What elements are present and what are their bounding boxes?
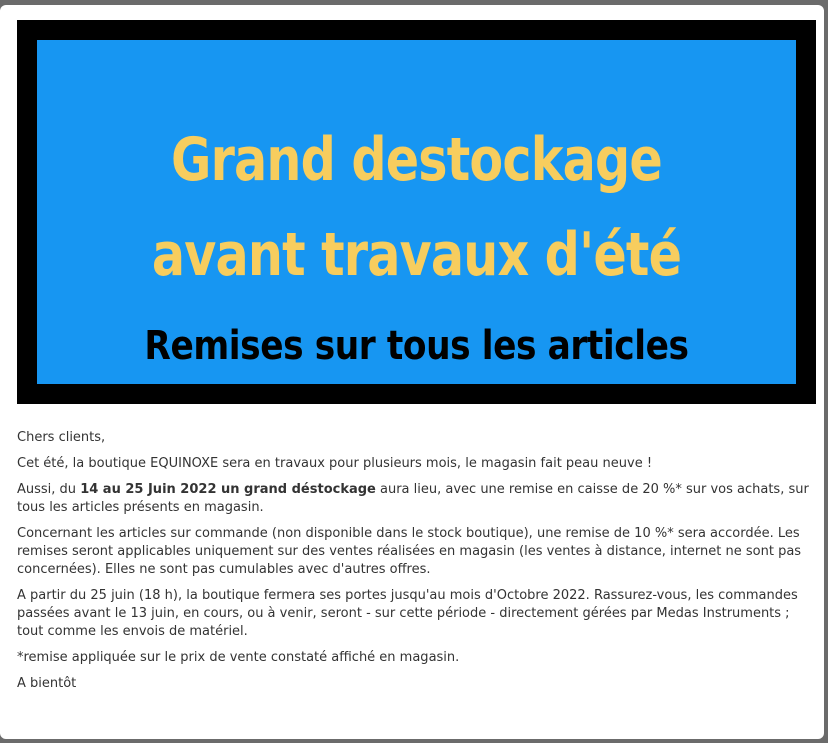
announcement-modal xyxy=(0,5,824,739)
greeting: Chers clients, xyxy=(17,430,106,445)
sale-dates-highlight: 14 au 25 Juin 2022 un grand déstockage xyxy=(80,482,376,497)
footnote: *remise appliquée sur le prix de vente constaté affiché en magasin. xyxy=(17,650,460,665)
promo-banner-panel xyxy=(37,40,796,384)
announcement-text xyxy=(17,429,812,701)
promo-banner xyxy=(17,20,816,404)
banner-subline: Remises sur tous les articles xyxy=(144,323,689,369)
sale-dates-prefix: Aussi, du xyxy=(17,482,81,497)
paragraph-sale-dates xyxy=(17,481,812,517)
sale-dates-suffix: aura lieu, avec une remise en caisse de 20 %* sur vos achats, sur tous les articles présents en magasin. xyxy=(17,482,809,515)
banner-headline-line1: Grand destockage xyxy=(171,125,662,195)
paragraph-special-orders: Concernant les articles sur commande (non disponible dans le stock boutique), une remise de 10 %* sera accordée. Les remises seront applicables uniquement sur des ventes réalisées en magasin (les ventes à distance, internet ne sont pas concernées). Elles ne sont pas cumulables avec d'autres offres. xyxy=(17,526,802,577)
closing: A bientôt xyxy=(17,676,77,691)
paragraph-renovation: Cet été, la boutique EQUINOXE sera en travaux pour plusieurs mois, le magasin fait peau neuve ! xyxy=(17,456,653,471)
banner-headline-line2: avant travaux d'été xyxy=(151,220,682,290)
paragraph-closure: A partir du 25 juin (18 h), la boutique fermera ses portes jusqu'au mois d'Octobre 2022. Rassurez-vous, les commandes passées avant le 13 juin, en cours, ou à venir, seront - sur cette période - directement gérées par Medas Instruments ; tout comme les envois de matériel. xyxy=(17,588,798,639)
